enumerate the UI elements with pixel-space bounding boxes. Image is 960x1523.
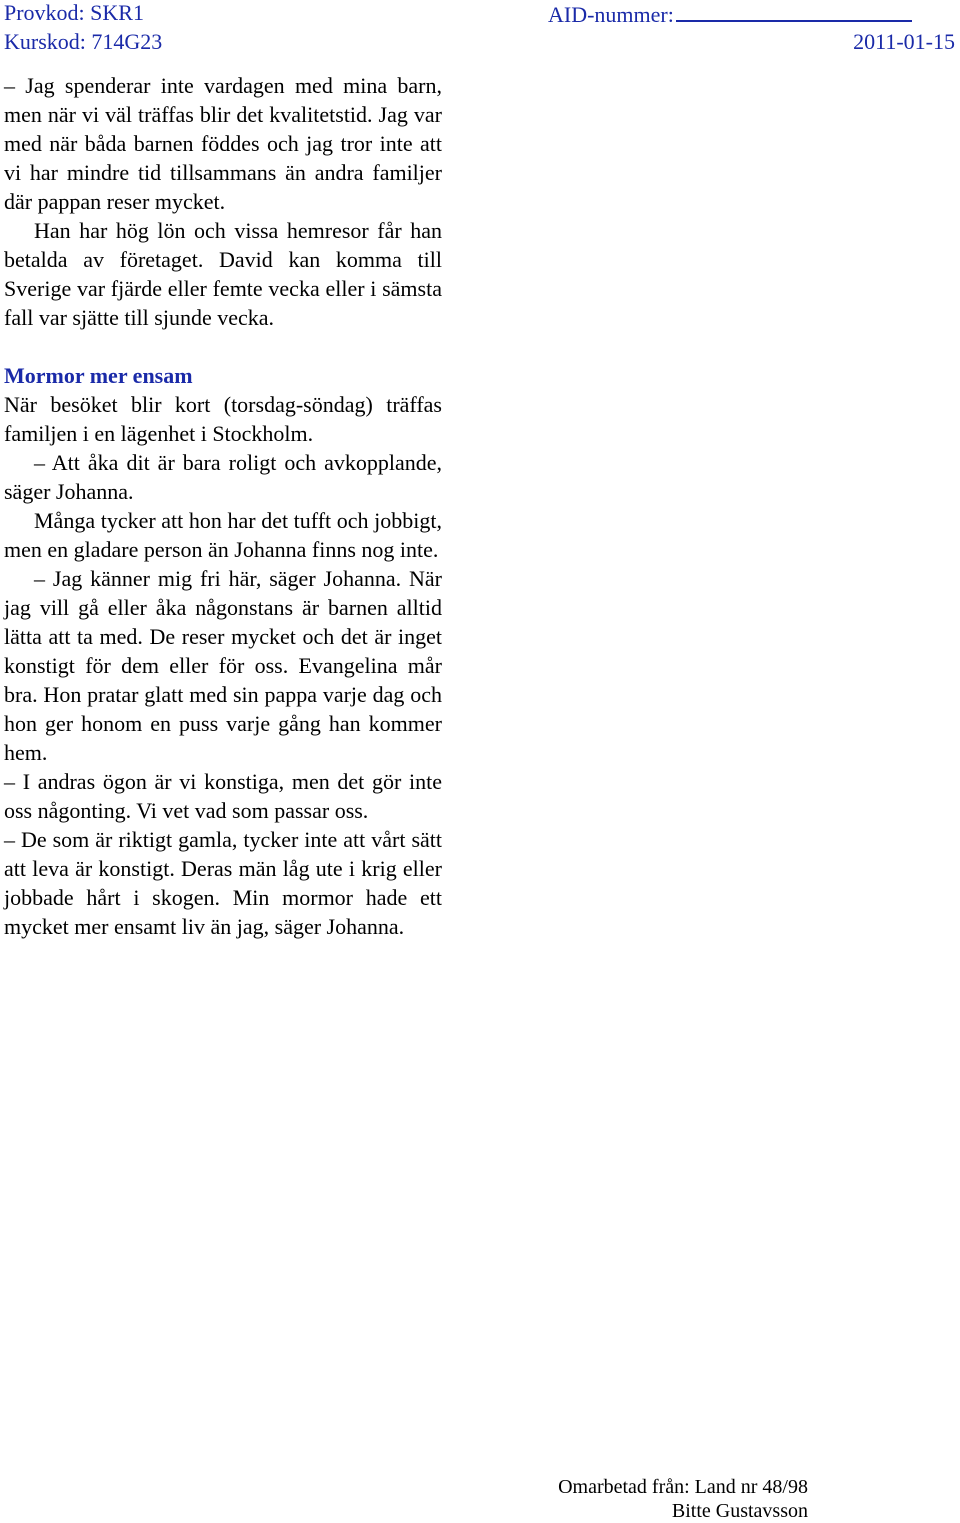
exam-date: 2011-01-15 xyxy=(853,29,955,54)
aid-number-blank-line xyxy=(676,0,912,22)
paragraph-4: – Att åka dit är bara roligt och avkopplande, säger Johanna. xyxy=(4,450,442,504)
paragraph-8: – De som är riktigt gamla, tycker inte att vårt sätt att leva är konstigt. Deras män låg ute i krig eller jobbade hårt i skogen. Min mormor hade ett mycket mer ensamt liv än jag, säger Johanna. xyxy=(4,827,442,939)
paragraph-7: – I andras ögon är vi konstiga, men det gör inte oss någonting. Vi vet vad som passar oss. xyxy=(4,769,442,823)
section-heading: Mormor mer ensam xyxy=(4,363,193,388)
author-credit: Bitte Gustavsson xyxy=(671,1500,808,1522)
paragraph-5: Många tycker att hon har det tufft och jobbigt, men en gladare person än Johanna finns nog inte. xyxy=(4,508,442,562)
paragraph-2: Han har hög lön och vissa hemresor får han betalda av företaget. David kan komma till Sverige var fjärde eller femte vecka eller i sämsta fall var sjätte till sjunde vecka. xyxy=(4,218,442,330)
section-gap xyxy=(4,332,442,361)
article-column xyxy=(4,71,442,941)
paragraph-1: – Jag spenderar inte vardagen med mina barn, men när vi väl träffas blir det kvalitetstid. Jag var med när båda barnen föddes och jag tror inte att vi har mindre tid tillsammans än andra familjer där pappan reser mycket. xyxy=(4,73,442,214)
provkod-label: Provkod: SKR1 xyxy=(4,0,144,25)
kurskod-label: Kurskod: 714G23 xyxy=(4,29,163,54)
aid-number-field xyxy=(548,0,912,28)
aid-number-label: AID-nummer: xyxy=(548,2,674,27)
paragraph-6: – Jag känner mig fri här, säger Johanna. När jag vill gå eller åka någonstans är barnen alltid lätta att ta med. De reser mycket och det är inget konstigt för dem eller för oss. Evangelina mår bra. Hon pratar glatt med sin pappa varje dag och hon ger honom en puss varje gång han kommer hem. xyxy=(4,566,442,765)
source-credit: Omarbetad från: Land nr 48/98 xyxy=(558,1476,808,1498)
paragraph-3: När besöket blir kort (torsdag-söndag) träffas familjen i en lägenhet i Stockholm. xyxy=(4,392,442,446)
